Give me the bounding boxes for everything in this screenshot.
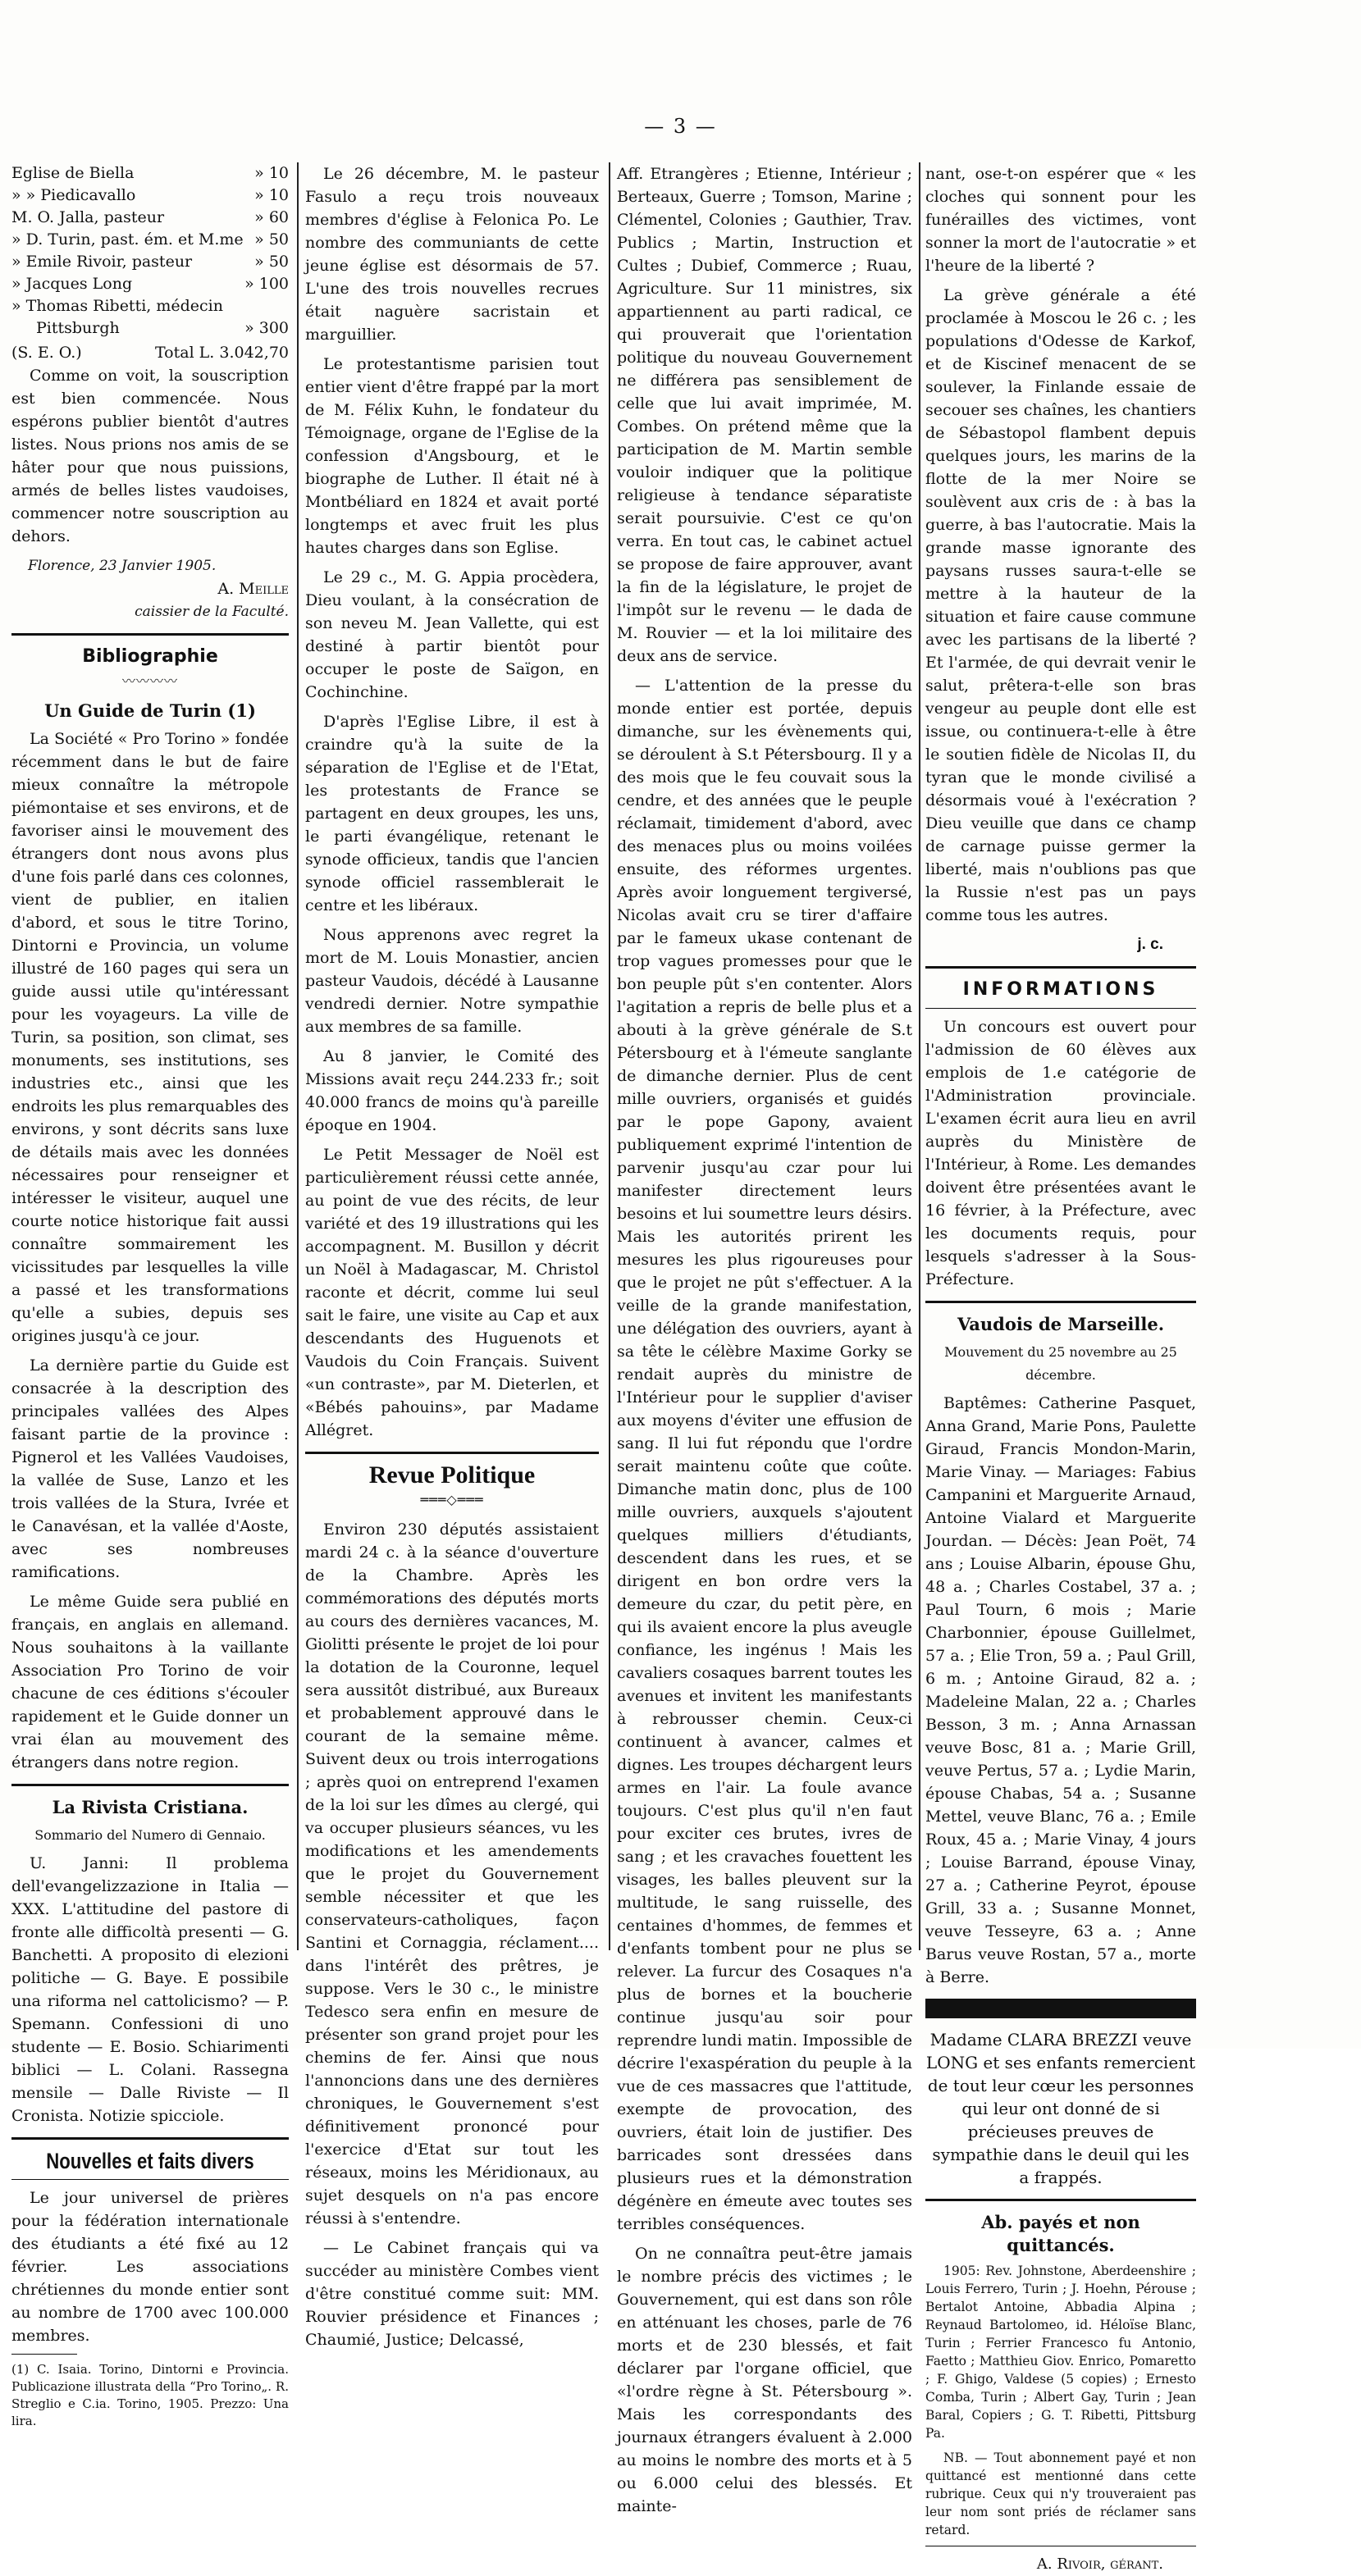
nouvelles-paragraph: Le jour universel de prières pour la fédération internationale des étudiants a été fixé au 12 février. Les associations chrétiennes du monde entier sont au nombre de 1700 avec 100.000 membres. [11,2189,289,2345]
section-divider [11,2137,289,2140]
subscription-appeal: Comme on voit, la souscription est bien commencée. Nous espérons publier bientôt d'autres listes. Nous prions nos amis de se hâter pour que nous puissions, armés de belles listes vaudoises, commencer notre souscription au dehors. [11,367,289,545]
column-3 [617,162,912,2524]
revue-paragraph: La grève générale a été proclamée à Moscou le 26 c. ; les populations d'Odesse de Karkof, et de Kiscinef menacent de se soulever, la Finlande essaie de secouer ses chaînes, les chantiers de Sébastopol flambent depuis quelques jours, les marins de la flotte de la mer Noire se soulèvent aux cris de : à bas la guerre, à bas l'autocratie. Mais la grande masse ignorante des paysans russes saura-t-elle se mettre à la hauteur de la situation et faire cause commune avec les partisans de la liberté ? Et l'armée, de qui devrait venir le salut, prêtera-t-elle son bras vengeur au peuple dont elle est issue, ou continuera-t-elle à être le soutien fidèle de Nicolas II, du tyran que le monde civilisé a désormais voué à l'exécration ? Dieu veuille que dans ce champ de carnage puisse germer la liberté, mais n'oublions pas que la Russie n'est pas un pays comme tous les autres. [925,286,1196,924]
author-initials: j. c. [1137,936,1163,953]
vaudois-marseille-subtitle: Mouvement du 25 novembre au 25 décembre. [944,1344,1177,1383]
bibliographie-ornament: 〰〰〰〰 [121,673,178,689]
news-paragraph: Au 8 janvier, le Comité des Missions avait reçu 244.233 fr.; soit 40.000 francs de moins qu'à pareille époque en 1904. [305,1047,599,1134]
revue-paragraph: On ne connaîtra peut-être jamais le nombre précis des victimes ; le Gouvernement, qui est dans son rôle en atténuant les choses, parle de 76 morts et de 230 blessés, et fait déclarer par l'organe officiel, que «l'ordre règne à St. Pétersbourg ». Mais les correspondants des journaux étrangers évaluent à 2.000 au moins le nombre des morts et à 5 ou 6.000 celui des blessés. Et mainte- [617,2245,912,2515]
rivista-summary: U. Janni: Il problema dell'evangelizzazione in Italia — XXX. L'attitudine del pastore di fronte alle difficoltà presenti — G. Banchetti. A proposito di elezioni politiche — G. Baye. E possibile una riforma nel cattolicismo? — P. Spemann. Confessioni di uno studente — E. Bosio. Schiarimenti biblici — L. Colani. Rassegna mensile — Dalle Riviste — Il Cronista. Notizie spicciole. [11,1854,289,2125]
informations-title: INFORMATIONS [962,979,1159,1000]
revue-paragraph: Aff. Etrangères ; Etienne, Intérieur ; Berteaux, Guerre ; Tomson, Marine ; Clémentel, Colonies ; Gauthier, Trav. Publics ; Martin, Instruction et Cultes ; Dubief, Commerce ; Ruau, Agriculture. Sur 11 ministres, six appartiennent au parti radical, ce qui prouverait que l'orientation politique du nouveau Gouvernement ne différera pas sensiblement de celle que lui avait imprimée, M. Combes. On prétend même que la participation de M. Martin semble vouloir indiquer que la politique religieuse à tendance séparatiste serait poursuivie. C'est ce qu'on verra. En tout cas, le cabinet actuel se propose de faire approuver, avant la fin de la législature, le projet de l'impôt sur le revenu — le dada de M. Rouvier — et la loi militaire des deux ans de service. [617,165,912,665]
bibliographie-title: Bibliographie [82,646,218,667]
column-2 [305,162,599,2358]
section-divider [925,1008,1196,1009]
section-divider [11,1784,289,1786]
news-paragraph: D'après l'Eglise Libre, il est à craindre qu'à la suite de la séparation de l'Eglise et de l'Etat, les protestants de France se partagent en deux groupes, les uns, le parti évangélique, retenant le synode officieux, tandis que l'ancien synode officiel rassemblerait le centre et les libéraux. [305,713,599,914]
column-4 [925,162,1196,2576]
column-rule-2 [609,162,610,1950]
subscription-row: Eglise de Biella » 10 [11,164,289,182]
revue-paragraph: nant, ose-t-on espérer que « les cloches qui sonnent pour les funérailles des victimes, vont sonner la mort de l'autocratie » et l'heure de la liberté ? [925,165,1196,275]
nouvelles-title: Nouvelles et faits divers [46,2149,254,2173]
black-band [925,1999,1196,2018]
guide-paragraph: Le même Guide sera publié en français, en anglais en allemand. Nous souhaitons à la vaillante Association Pro Torino de voir chacune de ces éditions s'écouler rapidement et le Guide donner un vrai élan au mouvement des étrangers dans notre region. [11,1593,289,1771]
revue-paragraph: — L'attention de la presse du monde entier est portée, depuis dimanche, sur les évènements qui, se déroulent à S.t Pétersbourg. Il y a des mois que le feu couvait sous la cendre, et des années que le peuple réclamait, timidement d'abord, avec des menaces plus ou moins voilées ensuite, des réformes urgentes. Après avoir longuement tergiversé, Nicolas avait cru se tirer d'affaire par le fameux ukase contenant de trop vagues promesses pour que le bon peuple pût s'en contenter. Alors l'agitation a repris de belle plus et a abouti à la grève générale de S.t Pétersbourg et à l'émeute sanglante de dimanche dernier. Plus de cent mille ouvriers, organisés et guidés par le pope Gapony, avaient publiquement exprimé l'intention de parvenir jusqu'au czar pour lui manifester directement leurs besoins et lui soumettre leurs désirs. Mais les autorités prirent les mesures les plus rigoureuses pour que le projet ne pût s'effectuer. A la veille de la grande manifestation, une délégation des ouvriers, ayant à sa tête le célèbre Maxime Gorky se rendait auprès du ministre de l'Intérieur pour le supplier d'aviser aux moyens d'éviter une effusion de sang. Il lui fut répondu que l'ordre serait maintenu coûte que coûte. Dimanche matin donc, plus de 100 mille ouvriers, auxquels s'ajoutent quelques milliers d'étudiants, descendent dans les rues, et se dirigent en bon ordre vers la demeure du czar, du petit père, en qui ils avaient encore la plus aveugle confiance, les ingénus ! Mais les cavaliers cosaques barrent toutes les avenues et invitent les manifestants à rebrousser chemin. Ceux-ci continuent à avancer, calmes et dignes. Les troupes déchargent leurs armes en l'air. La foule avance toujours. C'est plus qu'il n'en faut pour exciter ces brutes, ivres de sang ; et les cravaches fouettent les visages, les balles pleuvent sur la multitude, le sang ruisselle, des centaines d'hommes, de femmes et d'enfants tombent pour ne plus se relever. La furcur des Cosaques n'a plus de bornes et la boucherie continue jusqu'au soir pour reprendre lundi matin. Impossible de décrire l'exaspération du peuple à la vue de ces massacres que l'attitude, exempte de provocation, des ouvriers, était loin de justifier. Des barricades sont dressées dans plusieurs rues et la démonstration dégénère en émeute avec toutes ses terribles conséquences. [617,677,912,2233]
column-rule-1 [297,162,299,1950]
signature-title: caissier de la Faculté. [135,604,289,620]
news-paragraph: Le 26 décembre, M. le pasteur Fasulo a reçu trois nouveaux membres d'église à Felonica Po. Le nombre des communiants de cette jeune église est désormais de 57. L'une des trois nouvelles recrues était naguère sacristain et marguillier. [305,165,599,344]
news-paragraph: Le Petit Messager de Noël est particulièrement réussi cette année, au point de vue des récits, de leur variété et des 19 illustrations qui les accompagnent. M. Busillon y décrit un Noël à Madagascar, M. Christol raconte et décrit, comme lui seul sait le faire, une visite au Cap et aux descendants des Huguenots et Vaudois du Coin Français. Suivent «un contraste», par M. Dieterlen, et «Bébés pahouins», par Madame Allégret. [305,1146,599,1439]
subscription-list [11,162,289,364]
footnote: (1) C. Isaia. Torino, Dintorni e Provincia. Publicazione illustrata della “Pro Torino„. R. Streglio e C.ia. Torino, 1905. Prezzo: Una lira. [11,2362,289,2428]
news-paragraph: Le protestantisme parisien tout entier vient d'être frappé par la mort de M. Félix Kuhn, le fondateur du Témoignage, organe de l'Eglise de la confession d'Angsbourg, et le biographe de Luther. Il était né à Montbéliard en 1824 et avait porté longtemps et avec fruit les plus hautes charges dans son Eglise. [305,355,599,557]
rivista-subtitle: Sommario del Numero di Gennaio. [34,1827,266,1843]
subscription-row: » Thomas Ribetti, médecin [11,297,223,315]
section-divider [925,1301,1196,1303]
section-divider [305,1452,599,1454]
guide-paragraph: La Société « Pro Torino » fondée récemment dans le but de faire mieux connaître la métropole piémontaise et ses environs, et de favoriser ainsi le mouvement des étrangers dont nous avons plus d'une fois parlé dans ces colonnes, vient de publier, en italien d'abord, et sous le titre Torino, Dintorni e Provincia, un volume illustré de 160 pages qui sera un guide aussi utile qu'intéressant pour les voyageurs. La ville de Turin, sa position, son climat, ses monuments, ses institutions, ses industries etc., ainsi que les endroits les plus remarquables des environs, y sont décrits sans luxe de détails mais avec les données nécessaires pour renseigner et intéresser le visiteur, auquel une courte notice historique fait aussi connaître sommairement les vicissitudes par lesquelles la ville a passé et les transformations qu'elle a subies, depuis ses origines jusqu'à ce jour. [11,730,289,1345]
subscription-row: » » Piedicavallo » 10 [11,186,289,204]
abonnements-note: NB. — Tout abonnement payé et non quittancé est mentionné dans cette rubrique. Ceux qui n'y trouveraient pas leur nom sont priés de réclamer sans retard. [925,2451,1196,2537]
column-1 [11,162,289,2437]
news-paragraph: Nous apprenons avec regret la mort de M. Louis Monastier, ancien pasteur Vaudois, décédé à Lausanne vendredi dernier. Notre sympathie aux membres de sa famille. [305,926,599,1036]
brezzi-notice: Madame CLARA BREZZI veuve LONG et ses enfants remercient de tout leur cœur les personnes qui leur ont donné de si précieuses preuves de sympathie dans le deuil qui les a frappés. [925,2030,1196,2187]
section-divider [11,633,289,636]
vaudois-marseille-register: Baptêmes: Catherine Pasquet, Anna Grand, Marie Pons, Paulette Giraud, Francis Mondon-Marin, Marie Vinay. — Mariages: Fabius Campanini et Marguerite Arnaud, Antoine Vialard et Marguerite Jourdan. — Décès: Jean Poët, 74 ans ; Louise Albarin, épouse Ghu, 48 a. ; Charles Costabel, 37 a. ; Paul Tourn, 6 mois ; Marie Charbonnier, épouse Guillelmet, 57 a. ; Elie Tron, 59 a. ; Paul Grill, 6 m. ; Antoine Giraud, 82 a. ; Madeleine Malan, 22 a. ; Charles Besson, 3 m. ; Anna Arnassan veuve Bosc, 81 a. ; Marie Grill, veuve Pertus, 57 a. ; Lydie Marin, épouse Chabas, 54 a. ; Susanne Mettel, veuve Blanc, 76 a. ; Emile Roux, 45 a. ; Marie Vinay, 4 jours ; Louise Barrand, épouse Vinay, 27 a. ; Catherine Peyrot, épouse Grill, 33 a. ; Susanne Monnet, veuve Tesseyre, 63 a. ; Anne Barus veuve Rostan, 57 a., morte à Berre. [925,1394,1196,1986]
vaudois-marseille-title: Vaudois de Marseille. [957,1314,1165,1334]
subscription-row: » D. Turin, past. ém. et M.me » 50 [11,230,289,248]
revue-paragraph: Environ 230 députés assistaient mardi 24 c. à la séance d'ouverture de la Chambre. Après les commémorations des députés morts au cours des dernières vacances, M. Giolitti présente le projet de loi pour la dotation de la Couronne, lequel sera aussitôt distribué, aux Bureaux et probablement approuvé dans le courant de la semaine même. Suivent deux ou trois interrogations ; après quoi on entreprend l'examen de la loi sur les dîmes au clergé, qui va occuper plusieurs séances, vu les modifications et les amendements que le projet du Gouvernement semble nécessiter et que les conservateurs-catholiques, façon Santini et Cornaggia, réclament.... dans l'intérêt des prêtres, je suppose. Vers le 30 c., le ministre Tedesco sera enfin en mesure de présenter son grand projet pour les chemins de fer. Ainsi que nous l'annoncions dans une des dernières chroniques, le Gouvernement s'est définitivement prononcé pour l'exercice d'Etat sur tout les réseaux, moins les Méridionaux, au sujet desquels on n'a pas encore réussi à s'entendre. [305,1521,599,2227]
revue-paragraph: — Le Cabinet français qui va succéder au ministère Combes vient d'être constitué comme suit: MM. Rouvier présidence et Finances ; Chaumié, Justice; Delcassé, [305,2239,599,2349]
guide-title: Un Guide de Turin (1) [44,700,256,721]
footnote-divider [11,2354,77,2355]
subscription-row: M. O. Jalla, pasteur » 60 [11,208,289,226]
revue-ornament: ═══◇═══ [420,1492,484,1507]
section-divider [925,966,1196,969]
abonnements-title: Ab. payés et non quittancés. [981,2212,1140,2255]
guide-paragraph: La dernière partie du Guide est consacrée à la description des principales vallées des Alpes faisant partie de la province : Pignerol et les Vallées Vaudoises, la vallée de Suse, Lanzo et les trois vallées de la Stura, Ivrée et le Canavésan, et la vallée d'Aoste, avec ses nombreuses ramifications. [11,1356,289,1581]
subscription-row: » Jacques Long » 100 [11,275,289,293]
rivista-title: La Rivista Cristiana. [52,1797,249,1817]
column-rule-3 [919,162,920,1950]
manager-signature: A. Rivoir, gérant. [1036,2555,1163,2573]
page-number: — 3 — [644,115,717,138]
subscription-row: » Emile Rivoir, pasteur » 50 [11,253,289,271]
revue-politique-title: Revue Politique [368,1461,536,1489]
dateline: Florence, 23 Janvier 1905. [28,558,217,574]
signature: A. Meille [217,580,289,598]
news-paragraph: Le 29 c., M. G. Appia procèdera, Dieu voulant, à la consécration de son neveu M. Jean Vallette, qui est destiné à partir bientôt pour occuper le poste de Saïgon, en Cochinchine. [305,568,599,701]
subscription-total: (S. E. O.) Total L. 3.042,70 [11,344,289,362]
abonnements-list: 1905: Rev. Johnstone, Aberdeenshire ; Louis Ferrero, Turin ; J. Hoehn, Pérouse ; Bertalot Antoine, Abbadia Alpina ; Reynaud Bartolomeo, id. Héloïse Blanc, Turin ; Ferrier Francesco fu Antonio, Faetto ; Matthieu Giov. Enrico, Pomaretto ; F. Ghigo, Valdese (5 copies) ; Ernesto Comba, Turin ; Albert Gay, Turin ; Jean Baral, Copiers ; G. T. Ribetti, Pittsburg Pa. [925,2264,1196,2441]
informations-paragraph: Un concours est ouvert pour l'admission de 60 élèves aux emplois de 1.e catégorie de l'Administration provinciale. L'examen écrit aura lieu en avril auprès du Ministère de l'Intérieur, à Rome. Les demandes doivent être présentées avant le 16 février, à la Préfecture, avec les documents requis, pour lesquels s'adresser à la Sous-Préfecture. [925,1018,1196,1288]
subscription-row: Pittsburgh » 300 [36,319,289,337]
section-divider [11,2179,289,2180]
section-divider [925,2199,1196,2201]
